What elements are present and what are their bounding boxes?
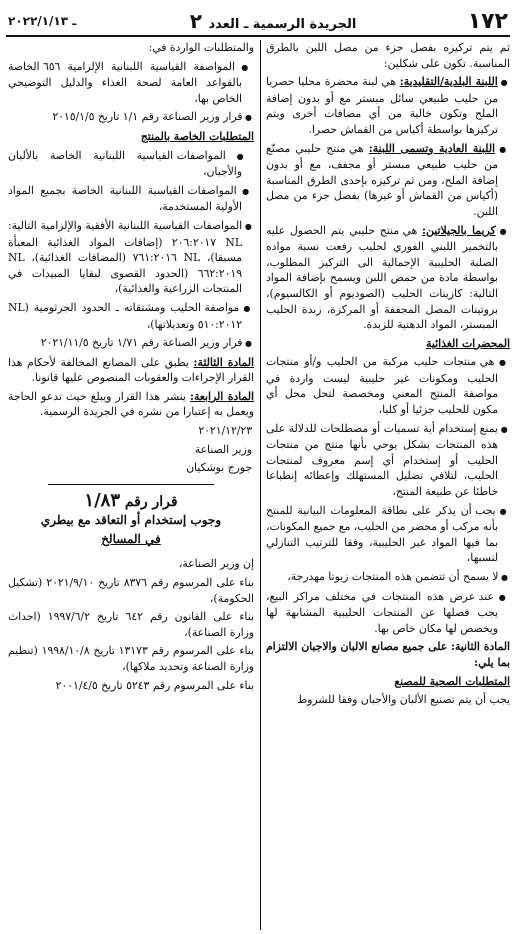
decision-number: ١/٨٣	[84, 489, 120, 511]
term: اللبنة البلدية/التقليدية:	[399, 75, 498, 89]
definition-item	[266, 223, 510, 333]
section-heading: المتطلبات الصحية للمصنع	[394, 674, 510, 688]
list-item: ● قرار وزير الصناعة رقم ١/١ تاريخ ٢٠١٥/١/٥	[8, 109, 254, 126]
paragraph: والمتطلبات الواردة في:	[148, 41, 254, 54]
paragraph: يجب أن يتم تصنيع الألبان والأجبان وفقا للشروط	[297, 693, 510, 707]
list-item: ● يجب أن يذكر على بطاقة المعلومات البيانية للمنتج بأنه مركب أو محضر من الحليب، مع جميع المكونات، بما فيها المواد غير الحليبية، وفقا للترتيب التنازلي لنسبها،	[266, 503, 510, 566]
list-item: ● المواصفات القياسية اللبنانية الخاصة بجميع المواد الأولية المستخدمة،	[8, 183, 254, 215]
preamble-line: بناء على المرسوم رقم ٥٢٤٣ تاريخ ٢٠٠١/٤/٥	[55, 678, 254, 692]
signature-name: جورج بوشكيان	[186, 461, 252, 475]
article-label: المادة الرابعة:	[190, 389, 254, 403]
term: اللبنة العادية وتسمى اللبنة:	[368, 141, 496, 155]
article-text: ينشر هذا القرار ويبلغ حيث تدعو الحاجة ويعمل به إعتبارا من نشره في الجريدة الرسمية.	[8, 389, 254, 419]
definition-item	[266, 74, 510, 137]
list-item: ● قرار وزير الصناعة رقم ١/٧١ تاريخ ٢٠٢١/١١/٥	[8, 335, 254, 352]
left-column	[8, 40, 254, 696]
section-heading: المحضرات الغذائية	[426, 336, 510, 350]
article-four	[8, 389, 254, 420]
section-heading: المتطلبات الخاصة بالمنتج	[140, 129, 254, 143]
article-three	[8, 355, 254, 386]
page-header	[8, 8, 508, 34]
preamble-line: إن وزير الصناعة،	[178, 557, 254, 571]
list-item: ● هي منتجات حليب مركبة من الحليب و/أو منتجات الحليب ومكونات غير حليبية ليست واردة في مواصفة المنتج المعني ومخصصة لتحل محل أي مكون للحليب جزئيا أو كليا،	[266, 354, 510, 417]
definition-item	[266, 141, 510, 220]
decision-separator	[48, 484, 214, 485]
list-item: ● المواصفة القياسية اللبنانية الإلزامية ٦٥٦ الخاصة بالقواعد العامة لصحة الغذاء والدليل التوضيحي الخاص بها،	[8, 59, 254, 107]
preamble-line: بناء على المرسوم رقم ٨٣٧٦ تاريخ ٢٠٢١/٩/١٠ (تشكيل الحكومة)،	[8, 576, 254, 605]
list-item: ● المواصفات القياسية اللبنانية الأفقية والإلزامية التالية: NL ٢٠٦:٢٠١٧ (إضافات المواد الغذائية المعبأة مسبقا)، NL ٧٦١:٢٠١٦ (المضافات الغذائية)، NL ٦٦٢:٢٠١٩ (الحدود القصوى لبقايا المبيدات في المنتجات الزراعية والغذائية)،	[8, 218, 254, 297]
gazette-name: الجريدة الرسمية ـ العدد	[208, 17, 357, 32]
signature-title: وزير الصناعة	[194, 442, 252, 456]
page-number: ١٧٢	[467, 8, 508, 34]
header-rule	[6, 35, 510, 37]
column-divider	[260, 40, 261, 930]
decision-subtitle: وجوب إستخدام أو التعاقد مع بيطري	[40, 513, 222, 528]
article-two: المادة الثانية: على جميع مصانع الالبان والاجبان الالتزام بما يلي:	[266, 640, 510, 669]
decision-label: قرار رقم	[124, 493, 178, 510]
list-item: ● عند عرض هذه المنتجات في مختلف مراكز البيع، يجب فصلها عن المنتجات الحليبية المشابهة لها ويخصص لها مكان خاص بها.	[266, 589, 510, 637]
list-item: ● لا يسمح أن تتضمن هذه المنتجات زيوتا مهدرجة،	[266, 569, 510, 586]
right-column	[266, 40, 510, 711]
article-label: المادة الثالثة:	[193, 355, 254, 369]
decision-subtitle: في المسالخ	[101, 532, 161, 547]
list-item: ● يمنع إستخدام أية تسميات أو مصطلحات للدلالة على هذه المنتجات بشكل يوحي بأنها منتج من منتجات الحليب أو إستخدام أي إسم معروف لمنتجات الحليب، لتلافي تضليل المستهلك وإعطائه إنطباعا خاطئا عن طبيعة المنتج،	[266, 421, 510, 500]
definition: هي منتج حليبي يتم الحصول عليه بالتخمير اللبني الفوري لحليب رفعت نسبة مواده الصلبة الحليبية الإجمالية الى التركيز المطلوب، بواسطة مادة من حمض اللبن ويسمح بإضافة المواد التالية: كازينات الحليب (الصوديوم أو الكالسيوم)، بروتينات المصل المجففة أو المركزة، زبدة الحليب المبستر، المواد الدهنية للزبدة.	[266, 223, 498, 332]
preamble-line: بناء على القانون رقم ٦٤٢ تاريخ ١٩٩٧/٦/٢ (احداث وزارة الصناعة)،	[8, 610, 254, 639]
header-date: ـ ٢٠٢٢/١/١٣	[8, 14, 77, 28]
paragraph: ثم يتم تركيزه بفصل جزء من مصل اللبن بالطرق المناسبة. تكون على شكلين:	[266, 41, 510, 70]
definition: هي لبنة محضرة محليا حصريا من حليب طبيعي سائل مبستر مع أو بدون إضافة الملح وتكون خالية من أي مضافات أخرى ويتم تركيزها بواسطة أكياس من القماش حصرا.	[266, 75, 498, 136]
issue-number: ٢	[189, 9, 202, 33]
term: كريما بالجيلاتين:	[422, 223, 496, 237]
preamble-line: بناء على المرسوم رقم ١٣١٧٣ تاريخ ١٩٩٨/١٠/٨ (تنظيم وزارة الصناعة وتحديد ملاكها)،	[8, 644, 254, 673]
list-item: ● مواصفة الحليب ومشتقاته ـ الحدود الجرثومية (NL ٥١٠:٢٠١٢ وتعديلاتها)،	[8, 300, 254, 332]
article-text: يطبق على المصانع المخالفة لأحكام هذا القرار الإجراءات والعقوبات المنصوص عليها قانونا.	[8, 355, 254, 385]
signature-date: ٢٠٢١/١٢/٢٣	[198, 424, 252, 438]
decision-title	[8, 489, 254, 511]
definition: هي منتج حليبي مصنّع من حليب طبيعي مبستر أو مجفف، مع أو بدون إضافة الملح، ومن ثم تركيزه بإحدى الطرق المناسبة (أكياس من القماش أو غيرها) بفصل جزء من مصل اللبن.	[266, 141, 498, 218]
header-title	[188, 9, 357, 33]
list-item: ● المواصفات القياسية اللبنانية الخاصة بالألبان والأجبان،	[8, 148, 254, 180]
